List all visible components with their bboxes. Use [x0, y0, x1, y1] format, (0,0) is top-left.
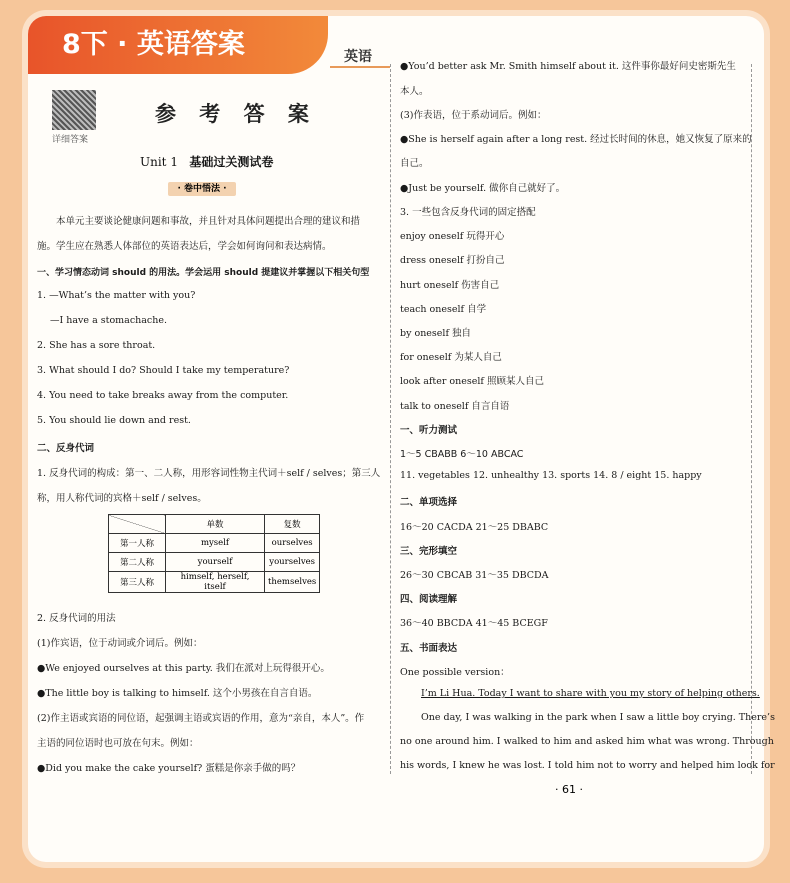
example-line: ●Did you make the cake yourself? 蛋糕是你亲手做的吗？ [37, 763, 301, 774]
phrase-item: teach oneself 自学 [400, 304, 487, 315]
unit-title: 基础过关测试卷 [189, 155, 274, 169]
table-row [109, 534, 320, 553]
subject-underline [330, 66, 390, 68]
phrase-item: hurt oneself 伤害自己 [400, 280, 500, 291]
table-cell: yourselves [265, 553, 320, 572]
answer-line: 16～20 CACDA 21～25 DBABC [400, 522, 549, 533]
example-line: 5. You should lie down and rest. [37, 415, 191, 426]
table-cell: yourself [166, 553, 265, 572]
example-line: —I have a stomachache. [50, 315, 168, 326]
table-cell: myself [166, 534, 265, 553]
section-heading: 一、学习情态动词 should 的用法。学会运用 should 提建议并掌握以下相关句型 [37, 268, 370, 278]
table-row [109, 572, 320, 593]
table-cell: 第一人称 [109, 534, 166, 553]
phrase-item: dress oneself 打扮自己 [400, 255, 505, 266]
example-line: ●The little boy is talking to himself. 这个小男孩在自言自语。 [37, 688, 318, 699]
right-border [751, 64, 752, 774]
phrase-item: enjoy oneself 玩得开心 [400, 231, 505, 242]
table-header: 复数 [265, 515, 320, 534]
body-line: 1. 反身代词的构成：第一、二人称，用形容词性物主代词＋self / selves；第三人 [37, 468, 381, 479]
answer-line: 26～30 CBCAB 31～35 DBCDA [400, 570, 549, 581]
section-tag: · 卷中悟法 · [168, 182, 236, 196]
section-heading: 二、单项选择 [400, 497, 458, 508]
intro-line: 本单元主要谈论健康问题和事故，并且针对具体问题提出合理的建议和措 [56, 216, 361, 227]
body-line: One possible version： [400, 667, 510, 678]
page-title: 参 考 答 案 [155, 102, 317, 126]
section-heading: 四、阅读理解 [400, 594, 458, 605]
example-line: ●You’d better ask Mr. Smith himself about it. 这件事你最好问史密斯先生 [400, 61, 736, 72]
phrase-item: look after oneself 照顾某人自己 [400, 376, 544, 387]
example-line: 本人。 [400, 86, 429, 97]
unit-heading [140, 153, 273, 170]
body-line: 3. 一些包含反身代词的固定搭配 [400, 207, 536, 218]
answer-line: 1～5 CBABB 6～10 ABCAC [400, 449, 524, 460]
section-heading: 五、书面表达 [400, 643, 458, 654]
body-line: 主语的同位语时也可放在句末。例如： [37, 738, 199, 749]
example-line: 3. What should I do? Should I take my temperature? [37, 365, 290, 376]
answer-line: 11. vegetables 12. unhealthy 13. sports 14. 8 / eight 15. happy [400, 470, 702, 481]
phrase-item: talk to oneself 自言自语 [400, 401, 510, 412]
example-line: ●We enjoyed ourselves at this party. 我们在派对上玩得很开心。 [37, 663, 330, 674]
subject-label: 英语 [344, 49, 372, 65]
table-cell: himself, herself, itself [166, 572, 265, 593]
example-line: ●She is herself again after a long rest. 经过长时间的休息，她又恢复了原来的 [400, 134, 752, 145]
body-line: 2. 反身代词的用法 [37, 613, 116, 624]
body-line: (2)作主语或宾语的同位语，起强调主语或宾语的作用，意为“亲自，本人”。作 [37, 713, 365, 724]
column-divider [390, 64, 391, 774]
essay-line: no one around him. I walked to him and asked him what was wrong. Through [400, 736, 774, 747]
essay-line: his words, I knew he was lost. I told him not to worry and helped him look for [400, 760, 775, 771]
body-line: (1)作宾语，位于动词或介词后。例如： [37, 638, 203, 649]
table-row [109, 553, 320, 572]
section-heading: 三、完形填空 [400, 546, 458, 557]
page-number: · 61 · [555, 783, 583, 796]
qr-caption: 详细答案 [52, 135, 89, 145]
table-cell: 第二人称 [109, 553, 166, 572]
example-line: 4. You need to take breaks away from the computer. [37, 390, 289, 401]
table-cell: 第三人称 [109, 572, 166, 593]
answer-line: 36～40 BBCDA 41～45 BCEGF [400, 618, 548, 629]
example-line: 2. She has a sore throat. [37, 340, 156, 351]
table-corner-cell [109, 515, 166, 534]
section-heading: 一、听力测试 [400, 425, 458, 436]
table-header-row [109, 515, 320, 534]
table-cell: themselves [265, 572, 320, 593]
intro-line: 施。学生应在熟悉人体部位的英语表达后，学会如何询问和表达病情。 [37, 241, 332, 252]
qr-code-icon[interactable] [52, 90, 96, 130]
table-header: 单数 [166, 515, 265, 534]
example-line: ●Just be yourself. 做你自己就好了。 [400, 183, 566, 194]
header-banner: 8下 · 英语答案 [28, 16, 328, 74]
table-cell: ourselves [265, 534, 320, 553]
phrase-item: by oneself 独自 [400, 328, 471, 339]
unit-number: Unit 1 [140, 155, 178, 169]
example-line: 自己。 [400, 158, 429, 169]
phrase-item: for oneself 为某人自己 [400, 352, 502, 363]
essay-line: One day, I was walking in the park when I saw a little boy crying. There’s [421, 712, 775, 723]
pronoun-table [108, 514, 320, 593]
essay-line: I’m Li Hua. Today I want to share with you my story of helping others. [421, 688, 760, 699]
example-line: 1. —What’s the matter with you? [37, 290, 196, 301]
body-line: (3)作表语，位于系动词后。例如： [400, 110, 547, 121]
body-line: 称，用人称代词的宾格＋self / selves。 [37, 493, 207, 504]
section-heading: 二、反身代词 [37, 443, 95, 454]
